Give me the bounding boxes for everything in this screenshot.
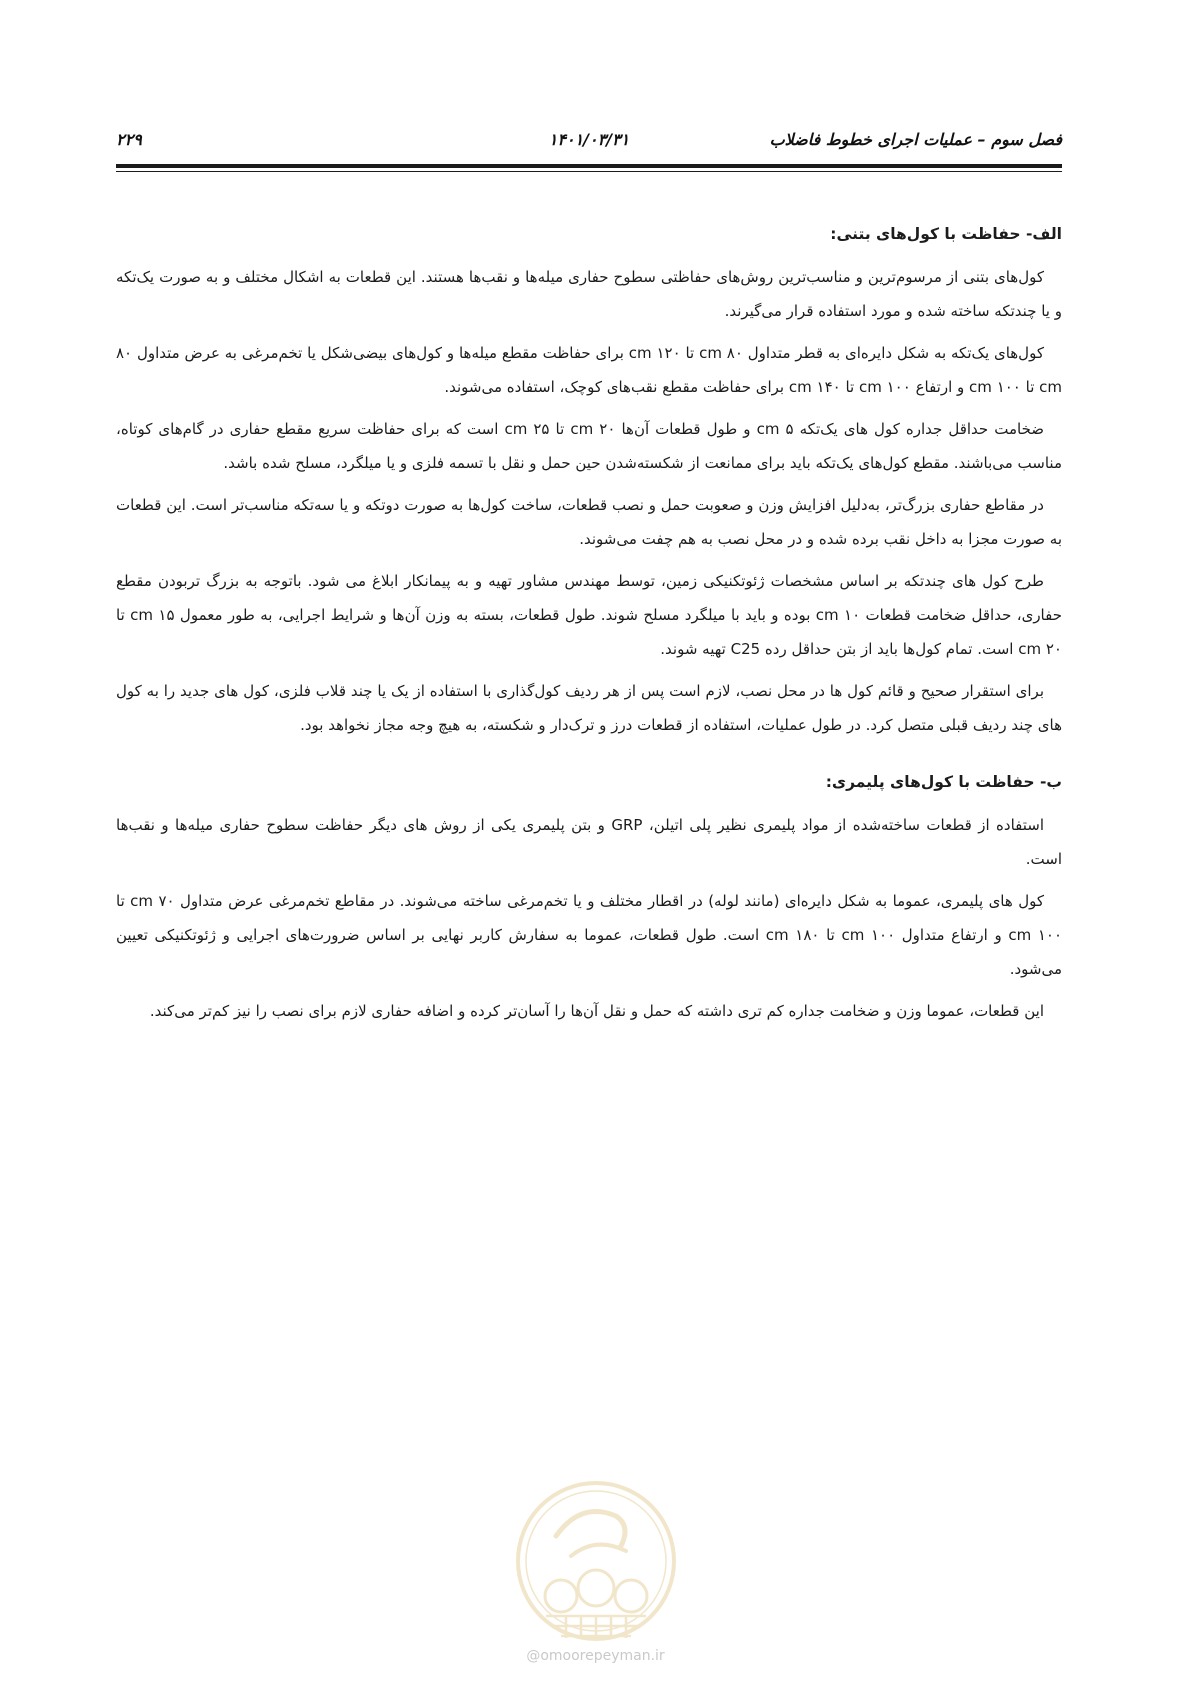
section-a-heading: الف- حفاظت با کول‌های بتنی: <box>830 225 1062 243</box>
paragraph: این قطعات، عموما وزن و ضخامت جداره کم تری داشته که حمل و نقل آن‌ها را آسان‌تر کرده و اضافه حفاری لازم برای نصب را نیز کم‌تر می‌کند. <box>149 1002 1044 1020</box>
watermark-logo-icon <box>511 1476 681 1666</box>
section-b-heading: ب- حفاظت با کول‌های پلیمری: <box>825 773 1062 791</box>
paragraph: کول‌های بتنی از مرسوم‌ترین و مناسب‌ترین روش‌های حفاظتی سطوح حفاری میله‌ها و نقب‌ها هستند. این قطعات به اشکال مختلف و به صورت یک‌تکه و یا چندتکه ساخته شده و مورد استفاده قرار می‌گیرند. <box>116 268 1062 320</box>
paragraph: برای استقرار صحیح و قائم کول ها در محل نصب، لازم است پس از هر ردیف کول‌گذاری با استفاده از یک یا چند قلاب فلزی، کول های جدید را به کول های چند ردیف قبلی متصل کرد. در طول عملیات، استفاده از قطعات درز و ترک‌دار و شکسته، به هیچ وجه مجاز نخواهد بود. <box>116 682 1062 734</box>
page-number: ۲۲۹ <box>116 130 142 149</box>
paragraph: استفاده از قطعات ساخته‌شده از مواد پلیمری نظیر پلی اتیلن، GRP و بتن پلیمری یکی از روش های دیگر حفاظت سطوح حفاری میله‌ها و نقب‌ها است. <box>116 816 1062 868</box>
paragraph: در مقاطع حفاری بزرگ‌تر، به‌دلیل افزایش وزن و صعوبت حمل و نصب قطعات، ساخت کول‌ها به صورت دوتکه و یا سه‌تکه مناسب‌تر است. این قطعات به صورت مجزا به داخل نقب برده شده و در محل نصب به هم چفت می‌شوند. <box>116 496 1062 548</box>
paragraph: طرح کول های چندتکه بر اساس مشخصات ژئوتکنیکی زمین، توسط مهندس مشاور تهیه و به پیمانکار ابلاغ می شود. باتوجه به بزرگ تربودن مقطع حفاری، حداقل ضخامت قطعات ۱۰ cm بوده و باید با میلگرد مسلح شوند. طول قطعات، بسته به وزن آن‌ها و شرایط اجرایی، به طور معمول ۱۵ cm تا ۲۰ cm است. تمام کول‌ها باید از بتن حداقل رده C25 تهیه شوند. <box>116 572 1062 658</box>
header-date: ۱۴۰۱/۰۳/۳۱ <box>548 130 630 149</box>
chapter-title: فصل سوم – عملیات اجرای خطوط فاضلاب <box>769 130 1062 149</box>
paragraph: کول های پلیمری، عموما به شکل دایره‌ای (مانند لوله) در اقطار مختلف و یا تخم‌مرغی ساخته می‌شوند. در مقاطع تخم‌مرغی عرض متداول ۷۰ cm تا ۱۰۰ cm و ارتفاع متداول ۱۰۰ cm تا ۱۸۰ cm است. طول قطعات، عموما به سفارش کاربر نهایی بر اساس ضرورت‌های اجرایی و ژئوتکنیکی تعیین می‌شود. <box>116 892 1062 978</box>
paragraph: کول‌های یک‌تکه به شکل دایره‌ای به قطر متداول ۸۰ cm تا ۱۲۰ cm برای حفاظت مقطع میله‌ها و کول‌های بیضی‌شکل یا تخم‌مرغی به عرض متداول ۸۰ cm تا ۱۰۰ cm و ارتفاع ۱۰۰ cm تا ۱۴۰ cm برای حفاظت مقطع نقب‌های کوچک، استفاده می‌شوند. <box>116 344 1062 396</box>
header-rule-thin <box>116 171 1062 172</box>
header-rule-thick <box>116 164 1062 168</box>
paragraph: ضخامت حداقل جداره کول های یک‌تکه ۵ cm و طول قطعات آن‌ها ۲۰ cm تا ۲۵ cm است که برای حفاظت سریع مقطع حفاری در گام‌های کوتاه، مناسب می‌باشند. مقطع کول‌های یک‌تکه باید برای ممانعت از شکسته‌شدن حین حمل و نقل با تسمه فلزی و یا میلگرد، مسلح شده باشد. <box>116 420 1062 472</box>
watermark-url: @omoorepeyman.ir <box>526 1648 665 1664</box>
body-text <box>116 220 1062 1036</box>
page-header <box>116 130 1062 160</box>
